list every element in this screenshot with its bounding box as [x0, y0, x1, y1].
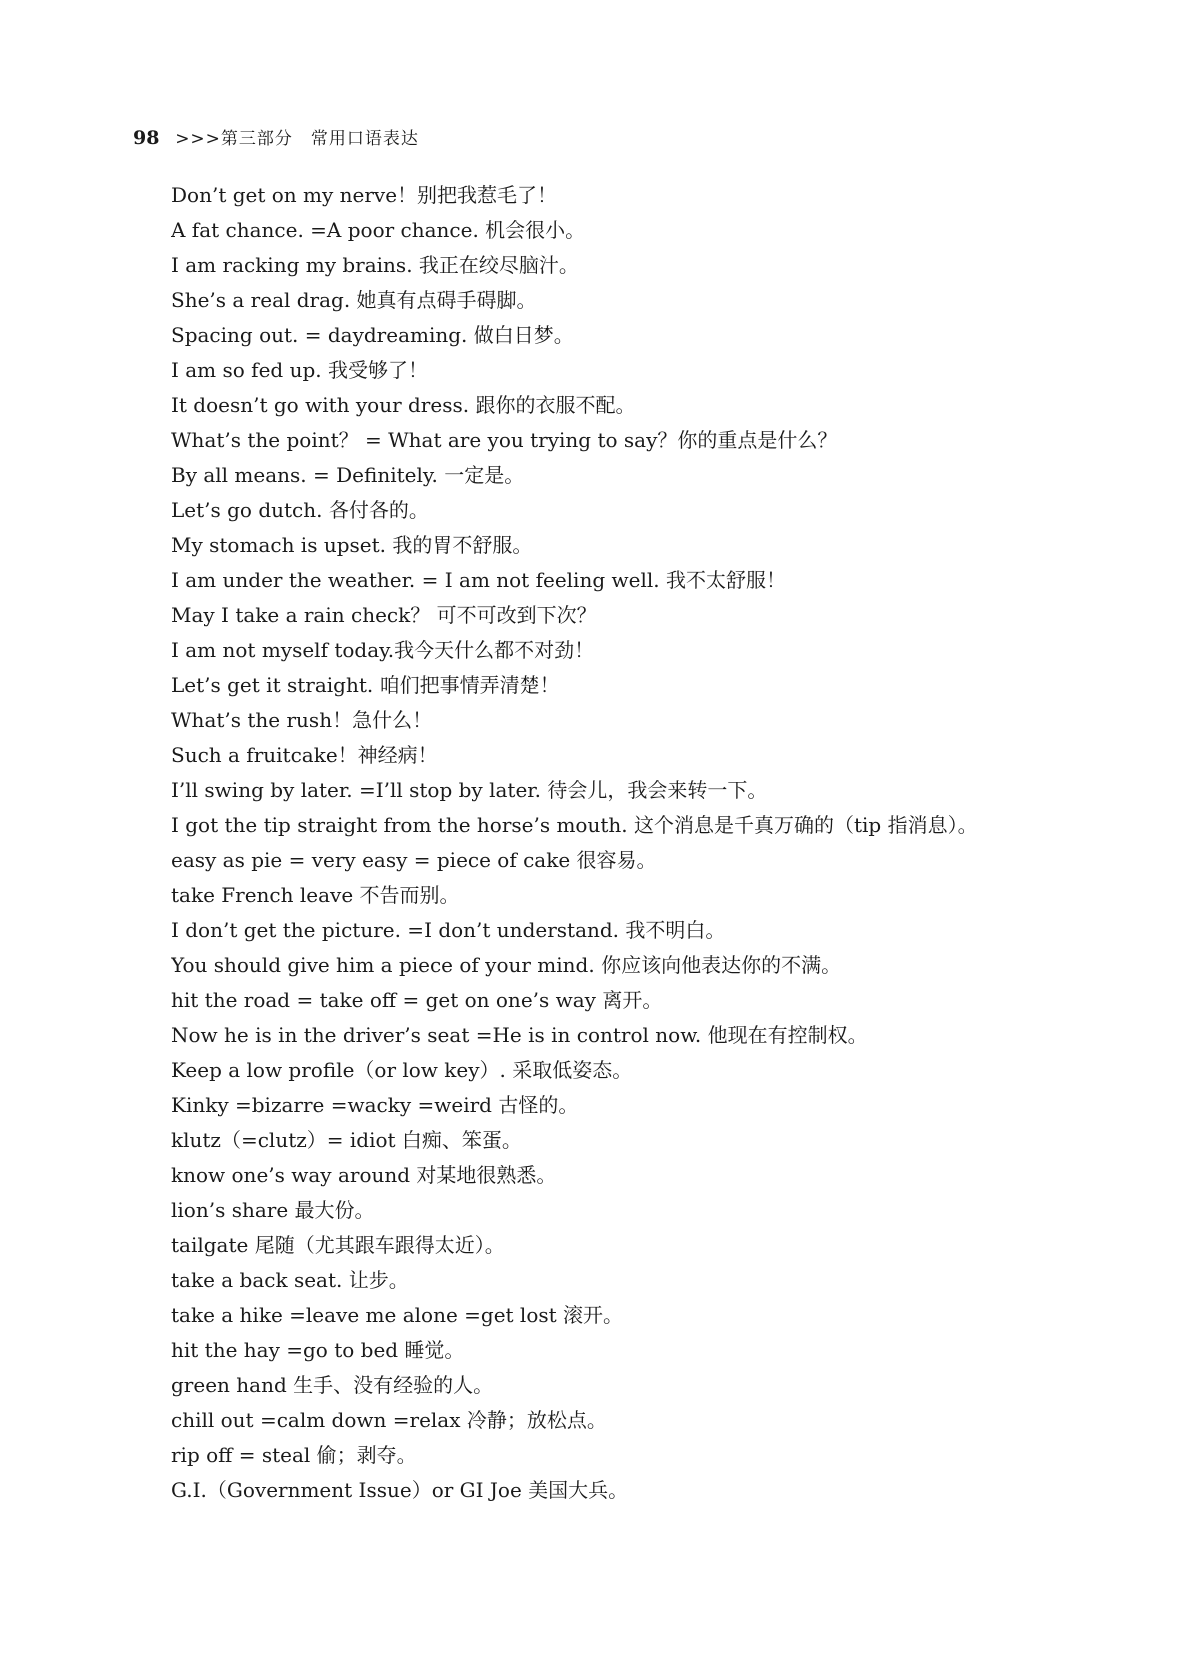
phrase-item: green hand 生手、没有经验的人。: [171, 1373, 494, 1397]
phrase-item: hit the road = take off = get on one’s way 离开。: [171, 988, 663, 1012]
phrase-item: What’s the point？ = What are you trying to say？你的重点是什么？: [171, 428, 838, 452]
phrase-item: I am not myself today.我今天什么都不对劲！: [171, 638, 595, 662]
phrase-item: lion’s share 最大份。: [171, 1198, 375, 1222]
phrase-item: take a back seat. 让步。: [171, 1268, 409, 1292]
phrase-item: Spacing out. = daydreaming. 做白日梦。: [171, 323, 574, 347]
phrase-item: Don’t get on my nerve！别把我惹毛了！: [171, 183, 558, 207]
phrase-item: I am so fed up. 我受够了！: [171, 358, 428, 382]
phrase-item: I am under the weather. = I am not feeling well. 我不太舒服！: [171, 568, 786, 592]
phrase-item: easy as pie = very easy = piece of cake 很容易。: [171, 848, 657, 872]
phrase-item: Keep a low profile（or low key）. 采取低姿态。: [171, 1058, 633, 1082]
phrase-item: rip off = steal 偷；剥夺。: [171, 1443, 417, 1467]
phrase-item: take a hike =leave me alone =get lost 滚开。: [171, 1303, 624, 1327]
page-header: [133, 126, 419, 151]
phrase-item: chill out =calm down =relax 冷静；放松点。: [171, 1408, 607, 1432]
phrase-item: She’s a real drag. 她真有点碍手碍脚。: [171, 288, 537, 312]
page-number: 98: [133, 127, 160, 149]
phrase-item: I am racking my brains. 我正在绞尽脑汁。: [171, 253, 579, 277]
phrase-item: know one’s way around 对某地很熟悉。: [171, 1163, 557, 1187]
phrase-item: Kinky =bizarre =wacky =weird 古怪的。: [171, 1093, 579, 1117]
phrase-item: Let’s get it straight. 咱们把事情弄清楚！: [171, 673, 560, 697]
phrase-item: G.I.（Government Issue）or GI Joe 美国大兵。: [171, 1478, 629, 1502]
phrase-item: It doesn’t go with your dress. 跟你的衣服不配。: [171, 393, 636, 417]
phrase-item: klutz（=clutz）= idiot 白痴、笨蛋。: [171, 1128, 522, 1152]
phrase-item: hit the hay =go to bed 睡觉。: [171, 1338, 465, 1362]
phrase-item: Such a fruitcake！神经病！: [171, 743, 438, 767]
phrase-item: I’ll swing by later. =I’ll stop by later. 待会儿，我会来转一下。: [171, 778, 768, 802]
phrase-item: I don’t get the picture. =I don’t understand. 我不明白。: [171, 918, 726, 942]
phrase-list: [171, 178, 1171, 1508]
phrase-item: I got the tip straight from the horse’s mouth. 这个消息是千真万确的（tip 指消息）。: [171, 813, 978, 837]
phrase-item: You should give him a piece of your mind. 你应该向他表达你的不满。: [171, 953, 842, 977]
phrase-item: What’s the rush！急什么！: [171, 708, 433, 732]
phrase-item: May I take a rain check？ 可不可改到下次？: [171, 603, 597, 627]
phrase-item: My stomach is upset. 我的胃不舒服。: [171, 533, 533, 557]
phrase-item: A fat chance. =A poor chance. 机会很小。: [171, 218, 586, 242]
section-title: >>>第三部分 常用口语表达: [175, 129, 419, 149]
phrase-item: take French leave 不告而别。: [171, 883, 460, 907]
phrase-item: By all means. = Definitely. 一定是。: [171, 463, 525, 487]
phrase-item: Now he is in the driver’s seat =He is in control now. 他现在有控制权。: [171, 1023, 868, 1047]
phrase-item: tailgate 尾随（尤其跟车跟得太近）。: [171, 1233, 505, 1257]
phrase-item: Let’s go dutch. 各付各的。: [171, 498, 429, 522]
